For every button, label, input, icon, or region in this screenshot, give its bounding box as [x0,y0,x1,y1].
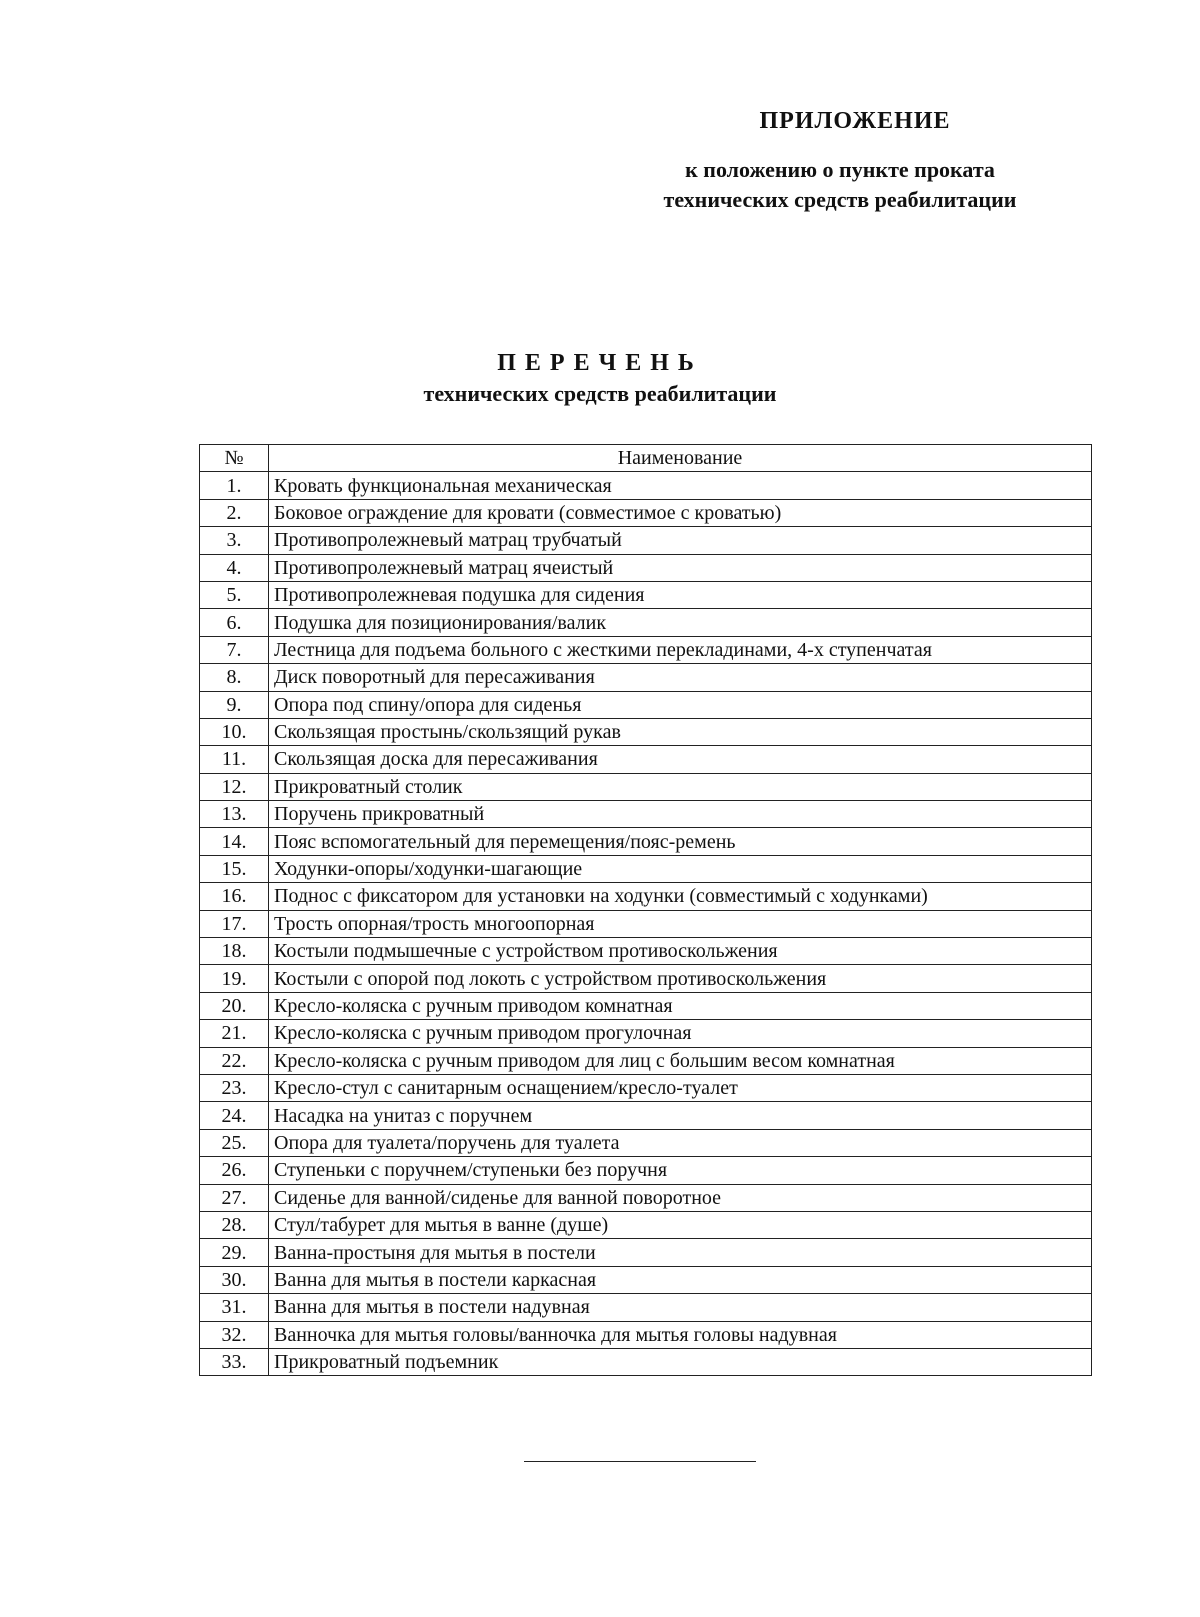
row-number: 7. [200,636,269,663]
row-name: Опора для туалета/поручень для туалета [269,1129,1092,1156]
row-number: 29. [200,1239,269,1266]
row-number: 30. [200,1266,269,1293]
row-name: Боковое ограждение для кровати (совместимое с кроватью) [269,499,1092,526]
row-number: 2. [200,499,269,526]
row-name: Ванна для мытья в постели надувная [269,1294,1092,1321]
table-row [200,855,1092,882]
row-number: 3. [200,527,269,554]
table-row [200,554,1092,581]
row-number: 1. [200,472,269,499]
row-name: Кресло-коляска с ручным приводом прогулочная [269,1020,1092,1047]
table-row [200,691,1092,718]
header-name: Наименование [269,445,1092,472]
row-number: 24. [200,1102,269,1129]
row-name: Опора под спину/опора для сиденья [269,691,1092,718]
table-row [200,499,1092,526]
row-name: Ванна для мытья в постели каркасная [269,1266,1092,1293]
table-row [200,910,1092,937]
row-number: 21. [200,1020,269,1047]
row-number: 26. [200,1157,269,1184]
table-row [200,472,1092,499]
row-name: Лестница для подъема больного с жесткими перекладинами, 4-х ступенчатая [269,636,1092,663]
appendix-header [600,108,1080,215]
table-row [200,1239,1092,1266]
list-heading [300,350,900,407]
table-row [200,965,1092,992]
table-row [200,718,1092,745]
table-row [200,746,1092,773]
list-title: ПЕРЕЧЕНЬ [497,350,703,376]
table-row [200,1266,1092,1293]
row-number: 31. [200,1294,269,1321]
table-row [200,609,1092,636]
row-number: 11. [200,746,269,773]
table-row [200,1047,1092,1074]
table-row [200,1074,1092,1101]
row-number: 28. [200,1211,269,1238]
row-name: Ходунки-опоры/ходунки-шагающие [269,855,1092,882]
row-name: Скользящая простынь/скользящий рукав [269,718,1092,745]
row-number: 9. [200,691,269,718]
row-number: 8. [200,664,269,691]
row-number: 12. [200,773,269,800]
table-row [200,581,1092,608]
row-name: Костыли с опорой под локоть с устройством противоскольжения [269,965,1092,992]
table-row [200,1129,1092,1156]
list-subtitle: технических средств реабилитации [423,381,777,406]
row-name: Сиденье для ванной/сиденье для ванной поворотное [269,1184,1092,1211]
table-header-row [200,445,1092,472]
table-body [200,472,1092,1376]
row-name: Противопролежневый матрац ячеистый [269,554,1092,581]
closing-divider [524,1461,756,1462]
row-number: 20. [200,992,269,1019]
row-name: Кровать функциональная механическая [269,472,1092,499]
row-name: Трость опорная/трость многоопорная [269,910,1092,937]
table-row [200,773,1092,800]
row-number: 5. [200,581,269,608]
row-name: Поднос с фиксатором для установки на ходунки (совместимый с ходунками) [269,883,1092,910]
row-name: Кресло-коляска с ручным приводом комнатная [269,992,1092,1019]
row-number: 23. [200,1074,269,1101]
row-name: Стул/табурет для мытья в ванне (душе) [269,1211,1092,1238]
row-name: Подушка для позиционирования/валик [269,609,1092,636]
row-name: Скользящая доска для пересаживания [269,746,1092,773]
row-name: Поручень прикроватный [269,801,1092,828]
table-row [200,1348,1092,1375]
row-number: 18. [200,938,269,965]
table-row [200,1184,1092,1211]
row-name: Ступеньки с поручнем/ступеньки без поручня [269,1157,1092,1184]
table-row [200,828,1092,855]
table-row [200,883,1092,910]
row-name: Кресло-коляска с ручным приводом для лиц с большим весом комнатная [269,1047,1092,1074]
row-number: 4. [200,554,269,581]
row-name: Противопролежневый матрац трубчатый [269,527,1092,554]
header-number: № [200,445,269,472]
row-name: Прикроватный подъемник [269,1348,1092,1375]
row-number: 13. [200,801,269,828]
table-row [200,527,1092,554]
row-name: Пояс вспомогательный для перемещения/пояс-ремень [269,828,1092,855]
row-number: 32. [200,1321,269,1348]
row-name: Диск поворотный для пересаживания [269,664,1092,691]
row-name: Противопролежневая подушка для сидения [269,581,1092,608]
table-row [200,664,1092,691]
row-number: 27. [200,1184,269,1211]
table-row [200,801,1092,828]
table-row [200,1294,1092,1321]
row-number: 25. [200,1129,269,1156]
appendix-subtitle-line1: к положению о пункте проката [685,157,995,182]
row-number: 16. [200,883,269,910]
row-name: Ванночка для мытья головы/ванночка для мытья головы надувная [269,1321,1092,1348]
row-number: 10. [200,718,269,745]
row-name: Насадка на унитаз с поручнем [269,1102,1092,1129]
row-name: Прикроватный столик [269,773,1092,800]
table-row [200,1211,1092,1238]
appendix-title: ПРИЛОЖЕНИЕ [759,108,951,134]
row-number: 15. [200,855,269,882]
table-row [200,992,1092,1019]
row-number: 14. [200,828,269,855]
items-table [199,444,1092,1376]
row-number: 19. [200,965,269,992]
row-name: Кресло-стул с санитарным оснащением/кресло-туалет [269,1074,1092,1101]
row-number: 17. [200,910,269,937]
row-number: 33. [200,1348,269,1375]
table-row [200,1102,1092,1129]
row-name: Костыли подмышечные с устройством противоскольжения [269,938,1092,965]
table-row [200,1157,1092,1184]
table-row [200,1020,1092,1047]
table-row [200,938,1092,965]
row-number: 22. [200,1047,269,1074]
row-name: Ванна-простыня для мытья в постели [269,1239,1092,1266]
appendix-subtitle-line2: технических средств реабилитации [663,187,1017,212]
table-row [200,636,1092,663]
row-number: 6. [200,609,269,636]
table-row [200,1321,1092,1348]
